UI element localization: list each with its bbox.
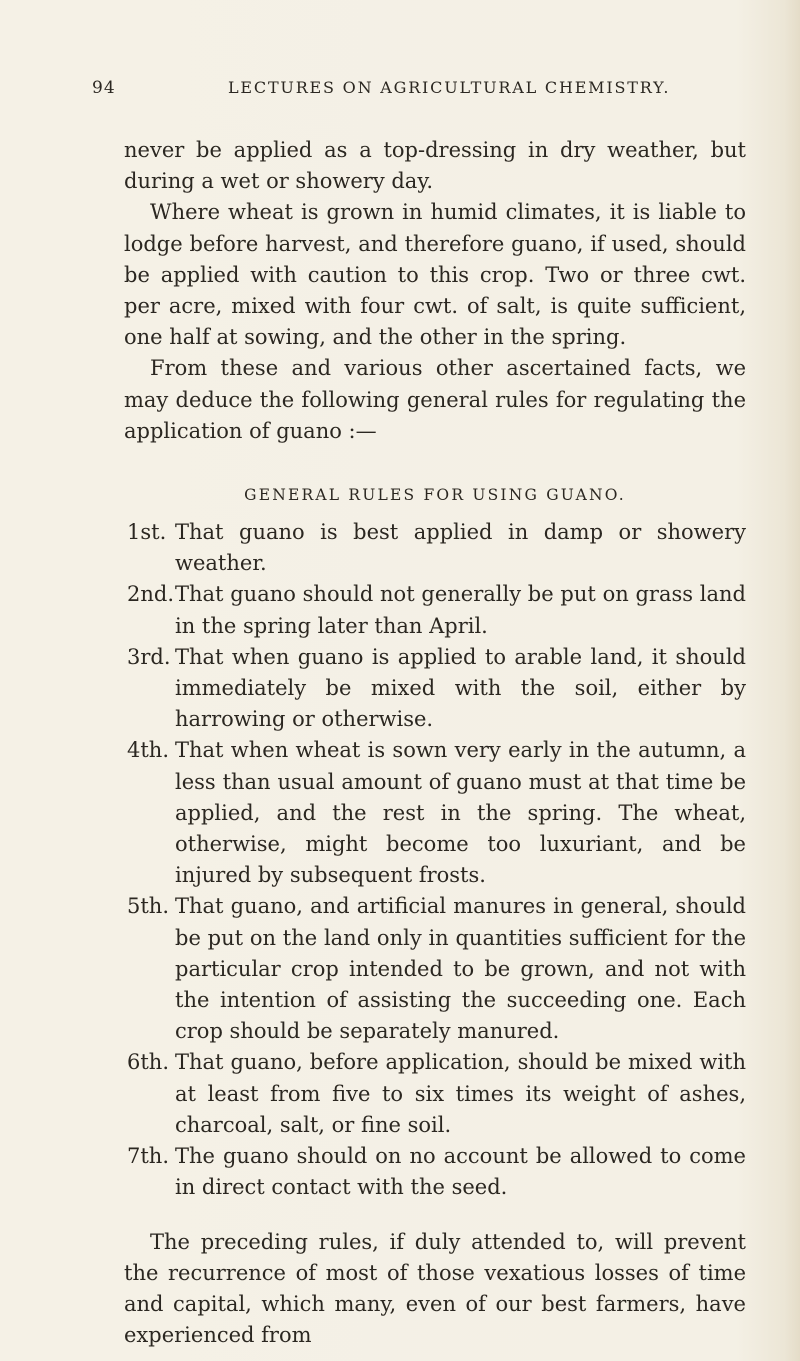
rule-number: 1st. (127, 520, 167, 545)
rule-item-4 (124, 735, 746, 891)
rule-text: That when wheat is sown very early in the autumn, a less than usual amount of guano must at that time be applied, and the rest in the spring. The wheat, otherwise, might become too luxuriant, and be injured by subsequent frosts. (175, 738, 746, 888)
paragraph-wheat: Where wheat is grown in humid climates, it is liable to lodge before harvest, and therefore guano, if used, should be applied with caution to this crop. Two or three cwt. per acre, mixed with four cwt. of salt, is quite sufficient, one half at sowing, and the other in the spring. (124, 200, 746, 350)
rule-number: 6th. (127, 1050, 169, 1075)
rule-item-6 (124, 1047, 746, 1141)
rule-item-1 (124, 517, 746, 579)
body-text (124, 135, 746, 1351)
rule-number: 4th. (127, 738, 169, 763)
rule-number: 7th. (127, 1144, 169, 1169)
page-number: 94 (92, 78, 116, 98)
section-heading: GENERAL RULES FOR USING GUANO. (244, 486, 626, 505)
rule-number: 2nd. (127, 582, 175, 607)
rule-item-7 (124, 1141, 746, 1203)
paragraph-continuation: never be applied as a top-dressing in dry weather, but during a wet or showery day. (124, 138, 746, 194)
rule-text: That guano is best applied in damp or showery weather. (175, 520, 746, 576)
rule-item-3 (124, 642, 746, 736)
running-title: LECTURES ON AGRICULTURAL CHEMISTRY. (228, 78, 671, 97)
rule-text: That guano, before application, should be mixed with at least from five to six times its weight of ashes, charcoal, salt, or fine soil. (175, 1050, 746, 1137)
rule-text: That guano should not generally be put on grass land in the spring later than April. (175, 582, 746, 638)
rule-text: The guano should on no account be allowed to come in direct contact with the seed. (175, 1144, 746, 1200)
rule-number: 5th. (127, 894, 169, 919)
paragraph-deduce: From these and various other ascertained facts, we may deduce the following general rules for regulating the application of guano :— (124, 356, 746, 443)
rule-number: 3rd. (127, 644, 171, 669)
running-head (92, 78, 732, 108)
rule-text: That when guano is applied to arable land, it should immediately be mixed with the soil, either by harrowing or otherwise. (175, 644, 746, 732)
rules-list (124, 517, 746, 1203)
rule-item-2 (124, 579, 746, 641)
rule-text: That guano, and artificial manures in general, should be put on the land only in quantities sufficient for the particular crop intended to be grown, and not with the intention of assisting the succeeding one. Each crop should be separately manured. (175, 894, 746, 1044)
rule-item-5 (124, 891, 746, 1047)
paragraph-closing: The preceding rules, if duly attended to, will prevent the recurrence of most of those vexatious losses of time and capital, which many, even of our best farmers, have experienced from (124, 1229, 746, 1348)
